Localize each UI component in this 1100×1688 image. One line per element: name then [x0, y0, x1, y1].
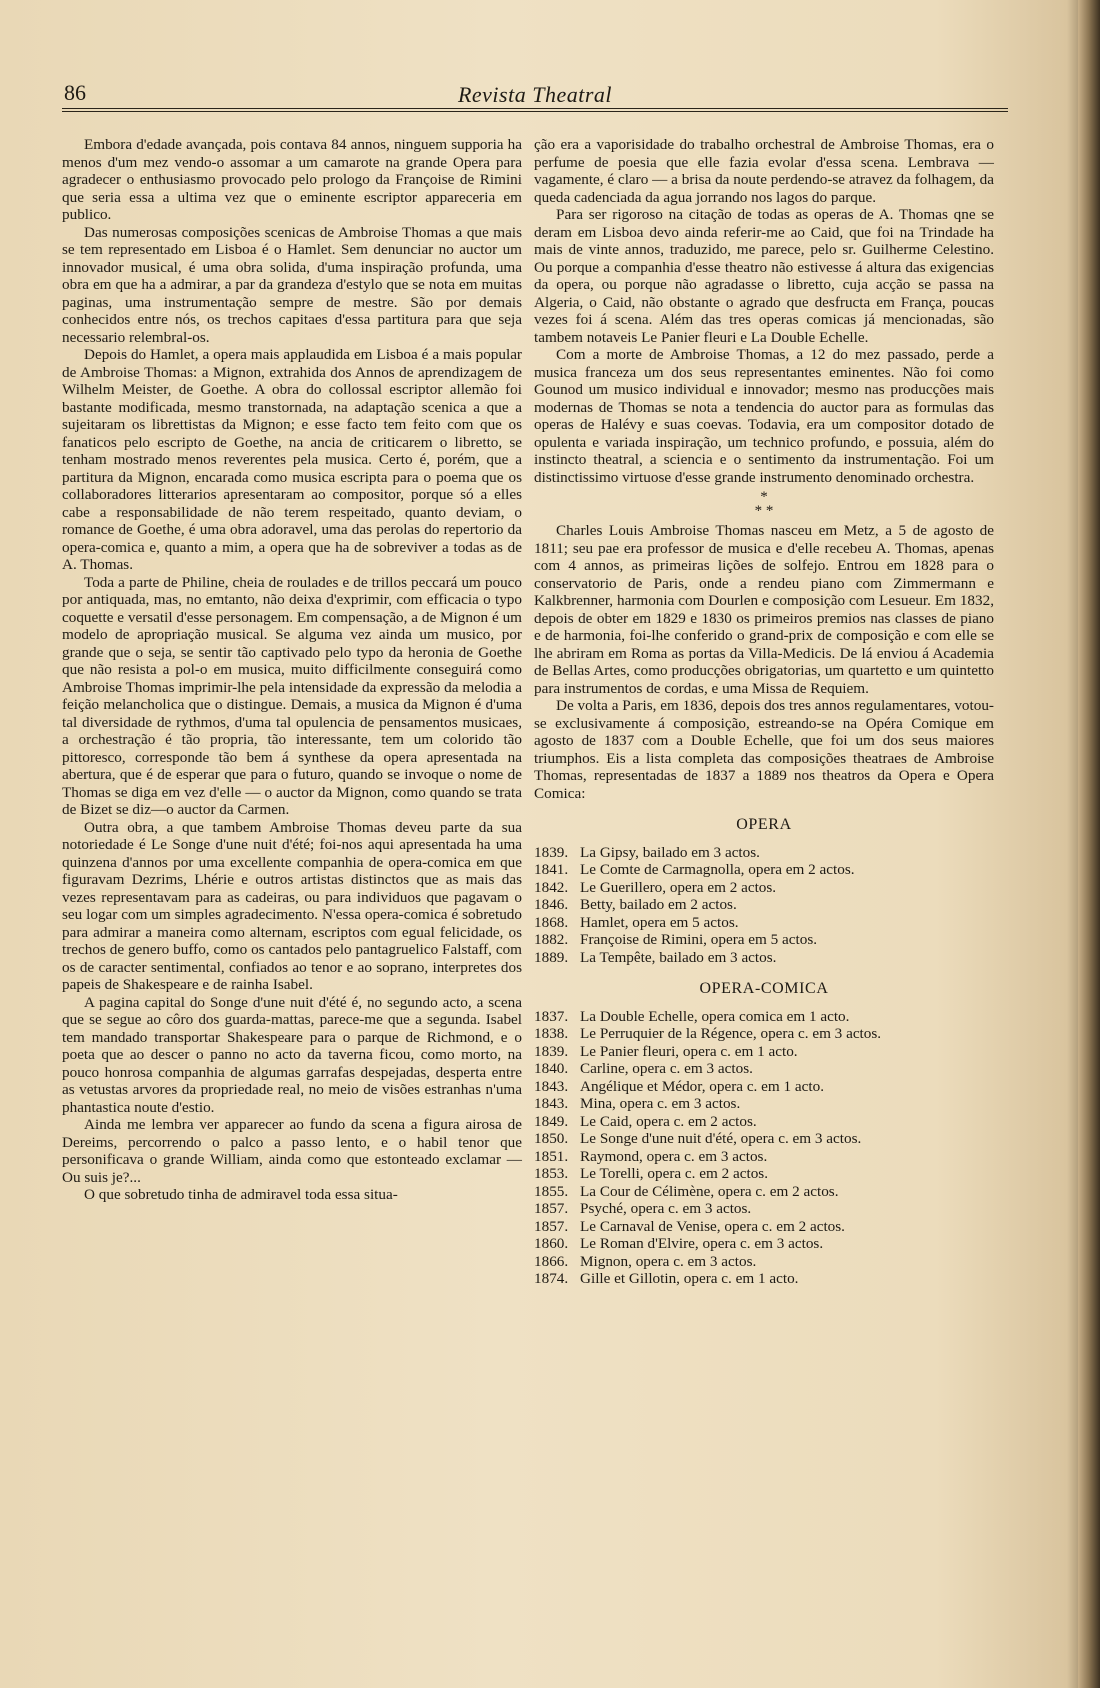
work-entry — [534, 1218, 994, 1236]
paragraph: Com a morte de Ambroise Thomas, a 12 do mez passado, perde a musica franceza um dos seus representantes eminentes. Não foi como Gounod um musico individual e innovador; mesmo nas producções mais modernas de Thomas se nota a tendencia do auctor para as formulas das operas de Halévy e suas coevas. Todavia, era um compositor dotado de opulenta e variada inspiração, um technico profundo, e possuia, além do instincto theatral, a sciencia e o sentimento da instrumentação. Foi um distinctissimo virtuose d'esse grande instrumento denominado orchestra. — [534, 346, 994, 486]
work-entry — [534, 844, 994, 862]
work-title: Le Guerillero, opera em 2 actos. — [580, 878, 777, 896]
work-entry — [534, 914, 994, 932]
work-year: 1840. — [534, 1060, 569, 1077]
paragraph: Embora d'edade avançada, pois contava 84 annos, ninguem supporia ha menos d'um mez vendo-o assomar a um camarote na grande Opera para agradecer o enthusiasmo provocado pelo prologo da Françoise de Rimini que seria essa a ultima vez que o eminente escriptor appareceria em publico. — [62, 136, 522, 223]
work-title: Françoise de Rimini, opera em 5 actos. — [580, 931, 818, 948]
work-year: 1839. — [534, 1042, 569, 1060]
work-title: Psyché, opera c. em 3 actos. — [580, 1200, 752, 1217]
work-entry — [534, 1130, 994, 1148]
work-title: Betty, bailado em 2 actos. — [580, 896, 737, 913]
work-year: 1849. — [534, 1112, 569, 1130]
opera-heading: OPERA — [736, 816, 792, 833]
running-title: Revista Theatral — [457, 82, 613, 107]
work-year: 1841. — [534, 861, 569, 878]
work-year: 1855. — [534, 1182, 569, 1200]
work-entry — [534, 1148, 994, 1166]
work-year: 1851. — [534, 1147, 569, 1165]
work-entry — [534, 1060, 994, 1078]
paragraph: Depois do Hamlet, a opera mais applaudida em Lisboa é a mais popular de Ambroise Thomas: a Mignon, extrahida dos Annos de aprendizagem de Wilhelm Meister, de Goethe. A obra do collossal escriptor allemão foi bastante modificada, mesmo transtornada, na adaptação scenica a que a sujeitaram os librettistas da Mignon; e esse facto tem feito com que os fanaticos pelo escripto de Goethe, na ancia de criticarem o libretto, se tenham mostrado menos reverentes pela musica. Certo é, porém, que a partitura da Mignon, encarada como musica escripta para o poema que os collaboradores litterarios apresentaram ao compositor, porque só a elles cabe a responsabilidade de não terem respeitado, quanto deviam, o romance de Goethe, é uma obra adoravel, uma das perolas do repertorio da opera-comica e, quanto a mim, a opera que ha de sobreviver a todas as de A. Thomas. — [62, 346, 522, 573]
work-title: Le Carnaval de Venise, opera c. em 2 actos. — [580, 1217, 845, 1235]
work-year: 1843. — [534, 1095, 569, 1112]
work-entry — [534, 1183, 994, 1201]
work-title: Carline, opera c. em 3 actos. — [580, 1060, 753, 1077]
opera-comica-works-list — [534, 1008, 994, 1288]
page-header — [62, 80, 1008, 108]
paragraph: O que sobretudo tinha de admiravel toda essa situa- — [84, 1186, 398, 1203]
paragraph: Charles Louis Ambroise Thomas nasceu em Metz, a 5 de agosto de 1811; seu pae era professor de musica e d'elle recebeu A. Thomas, apenas com 4 annos, as primeiras lições de solfejo. Entrou em 1828 para o conservatorio de Paris, onde a rendeu piano com Zimmermann e Kalkbrenner, harmonia com Dourlen e composição com Lesueur. Em 1832, depois de obter em 1829 e 1830 os primeiros premios nas classes de piano e de harmonia, foi-lhe conferido o grand-prix de composição e com elle se lhe abriram em Roma as portas da Villa-Medicis. De lá enviou á Academia de Bellas Artes, como producções obrigatorias, um quartetto e um quintetto para instrumentos de cordas, e uma Missa de Requiem. — [534, 522, 994, 697]
work-entry — [534, 1165, 994, 1183]
work-entry — [534, 1113, 994, 1131]
work-entry — [534, 896, 994, 914]
work-year: 1839. — [534, 843, 569, 861]
work-title: La Cour de Célimène, opera c. em 2 actos. — [580, 1182, 839, 1200]
work-entry — [534, 1095, 994, 1113]
asterism-bottom: * * — [754, 503, 774, 519]
work-year: 1868. — [534, 913, 569, 931]
work-title: Le Caid, opera c. em 2 actos. — [580, 1112, 757, 1130]
work-year: 1837. — [534, 1007, 569, 1025]
work-year: 1857. — [534, 1200, 569, 1217]
work-title: La Gipsy, bailado em 3 actos. — [580, 843, 760, 861]
work-year: 1889. — [534, 948, 569, 966]
paragraph: Para ser rigoroso na citação de todas as operas de A. Thomas qne se deram em Lisboa devo ainda referir-me ao Caid, que foi na Trindade ha mais de vinte annos, traduzido, me parece, pelo sr. Guilherme Celestino. Ou porque a companhia d'esse theatro não estivesse á altura das exigencias da opera, ou porque não agradasse o libretto, cuja acção se passa na Algeria, o Caid, não obstante o agrado que desfructa em França, poucas vezes foi á scena. Além das tres operas comicas já mencionadas, são tambem notaveis Le Panier fleuri e La Double Echelle. — [534, 206, 994, 346]
work-title: Le Roman d'Elvire, opera c. em 3 actos. — [580, 1235, 824, 1252]
work-title: Le Perruquier de la Régence, opera c. em 3 actos. — [580, 1025, 882, 1042]
paragraph: Das numerosas composições scenicas de Ambroise Thomas a que mais se tem representado em Lisboa é o Hamlet. Sem denunciar no auctor um innovador musical, é uma obra solida, d'uma inspiração profunda, uma obra em que ha a admirar, a par da grandeza d'estylo que se nota em muitas paginas, uma instrumentação sempre de mestre. São por demais conhecidos entre nós, os trechos capitaes d'essa partitura para que seja necessario relembral-os. — [62, 223, 522, 346]
opera-works-list — [534, 844, 994, 967]
paragraph: De volta a Paris, em 1836, depois dos tres annos regulamentares, votou-se exclusivamente á composição, estreando-se na Opéra Comique em agosto de 1837 com a Double Echelle, que foi um dos seus maiores triumphos. Eis a lista completa das composições theatraes de Ambroise Thomas, representadas de 1837 a 1889 nos theatros da Opera e Opera Comica: — [534, 697, 994, 802]
work-title: Le Songe d'une nuit d'été, opera c. em 3 actos. — [580, 1130, 862, 1147]
asterism-top: * — [760, 489, 768, 505]
paragraph: Toda a parte de Philine, cheia de roulades e de trillos peccará um pouco por antiquada, mas, no emtanto, não deixa d'exprimir, com efficacia o typo coquette e versatil d'esse personagem. Em compensação, a de Mignon é um modelo de apropriação musical. Se alguma vez ainda um musico, por grande que o seja, se sentir tão captivado pelo typo da heronia de Goethe que não resista a pol-o em musica, muito difficilmente conseguirá como Ambroise Thomas imprimir-lhe pela intensidade da expressão da melodia a feição melancholica que o distingue. Demais, a musica da Mignon é d'uma tal diversidade de rythmos, d'uma tal opulencia de pensamentos musicaes, a orchestração é tão propria, tão interessante, tem um colorido tão pittoresco, corresponde tão bem á synthese da opera apresentada na abertura, que é de esperar que para o futuro, quando se invoque o nome de Thomas se diga em vez d'elle — o auctor da Mignon, como quando se trata de Bizet se diz—o auctor da Carmen. — [62, 573, 522, 818]
work-entry — [534, 861, 994, 879]
work-entry — [534, 1253, 994, 1271]
opera-comica-heading: OPERA-COMICA — [699, 980, 829, 997]
work-title: Le Panier fleuri, opera c. em 1 acto. — [580, 1042, 798, 1060]
work-title: La Double Echelle, opera comica em 1 acto. — [580, 1007, 850, 1025]
work-title: Mina, opera c. em 3 actos. — [580, 1095, 741, 1112]
work-year: 1842. — [534, 878, 569, 896]
work-entry — [534, 1200, 994, 1218]
work-entry — [534, 1043, 994, 1061]
work-year: 1866. — [534, 1252, 569, 1270]
page-number: 86 — [64, 80, 86, 105]
paragraph: A pagina capital do Songe d'une nuit d'été é, no segundo acto, a scena que se segue ao côro dos guarda-mattas, parece-me que a segunda. Isabel tem mandado transportar Shakespeare para o parque de Richmond, e o poeta que ao descer o panno no acto da taverna ficou, como morto, na pouco honrosa companhia de algumas garrafas despejadas, desperta entre as vetustas arvores da propriedade real, no meio de visões estranhas n'uma phantastica noute d'estio. — [62, 993, 522, 1116]
work-year: 1846. — [534, 896, 569, 913]
work-year: 1882. — [534, 931, 569, 948]
work-year: 1850. — [534, 1130, 569, 1147]
work-year: 1857. — [534, 1217, 569, 1235]
work-year: 1843. — [534, 1077, 569, 1095]
work-title: Hamlet, opera em 5 actos. — [580, 913, 739, 931]
asterism — [534, 490, 994, 518]
work-entry — [534, 1235, 994, 1253]
work-entry — [534, 931, 994, 949]
work-title: Angélique et Médor, opera c. em 1 acto. — [580, 1077, 824, 1095]
left-column — [62, 136, 522, 1204]
paragraph: ção era a vaporisidade do trabalho orchestral de Ambroise Thomas, era o perfume de poesia que elle fazia evolar d'essa scena. Lembrava — vagamente, é claro — a brisa da noute perdendo-se atravez da folhagem, da queda cadenciada da agua jorrando nos lagos do parque. — [534, 136, 994, 206]
work-title: La Tempête, bailado em 3 actos. — [580, 948, 777, 966]
right-column — [534, 136, 994, 1288]
work-entry — [534, 879, 994, 897]
work-year: 1853. — [534, 1165, 569, 1182]
work-title: Mignon, opera c. em 3 actos. — [580, 1252, 757, 1270]
paragraph: Outra obra, a que tambem Ambroise Thomas deveu parte da sua notoriedade é Le Songe d'une nuit d'été; foi-nos aqui apresentada ha uma quinzena d'annos por uma excellente companhia de opera-comica em que figuravam Dezrims, Lhérie e outros artistas distinctos que as mais das vezes representavam para as cadeiras, ou para individuos que pagavam o seu logar com um simples agradecimento. N'essa opera-comica é sobretudo para admirar a maneira como alternam, escriptos com egual felicidade, os trechos de genero buffo, como os cantados pelo pantagruelico Falstaff, com os de caracter sentimental, confiados ao tenor e ao soprano, interpretes dos papeis de Shakespeare e de rainha Isabel. — [62, 818, 522, 993]
work-title: Le Comte de Carmagnolla, opera em 2 actos. — [580, 861, 855, 878]
work-year: 1860. — [534, 1235, 569, 1252]
work-entry — [534, 1008, 994, 1026]
work-title: Gille et Gillotin, opera c. em 1 acto. — [580, 1270, 799, 1287]
work-entry — [534, 949, 994, 967]
work-title: Raymond, opera c. em 3 actos. — [580, 1147, 768, 1165]
work-entry — [534, 1078, 994, 1096]
binding-edge — [1078, 0, 1100, 1688]
paragraph: Ainda me lembra ver apparecer ao fundo da scena a figura airosa de Dereims, percorrendo o palco a passo lento, e o habil tenor que personificava o grande William, ainda como que estonteado exclamar — Ou suis je?... — [62, 1116, 522, 1186]
work-year: 1874. — [534, 1270, 569, 1287]
work-year: 1838. — [534, 1025, 569, 1042]
work-title: Le Torelli, opera c. em 2 actos. — [580, 1165, 769, 1182]
work-entry — [534, 1025, 994, 1043]
header-rule — [62, 108, 1008, 112]
work-entry — [534, 1270, 994, 1288]
